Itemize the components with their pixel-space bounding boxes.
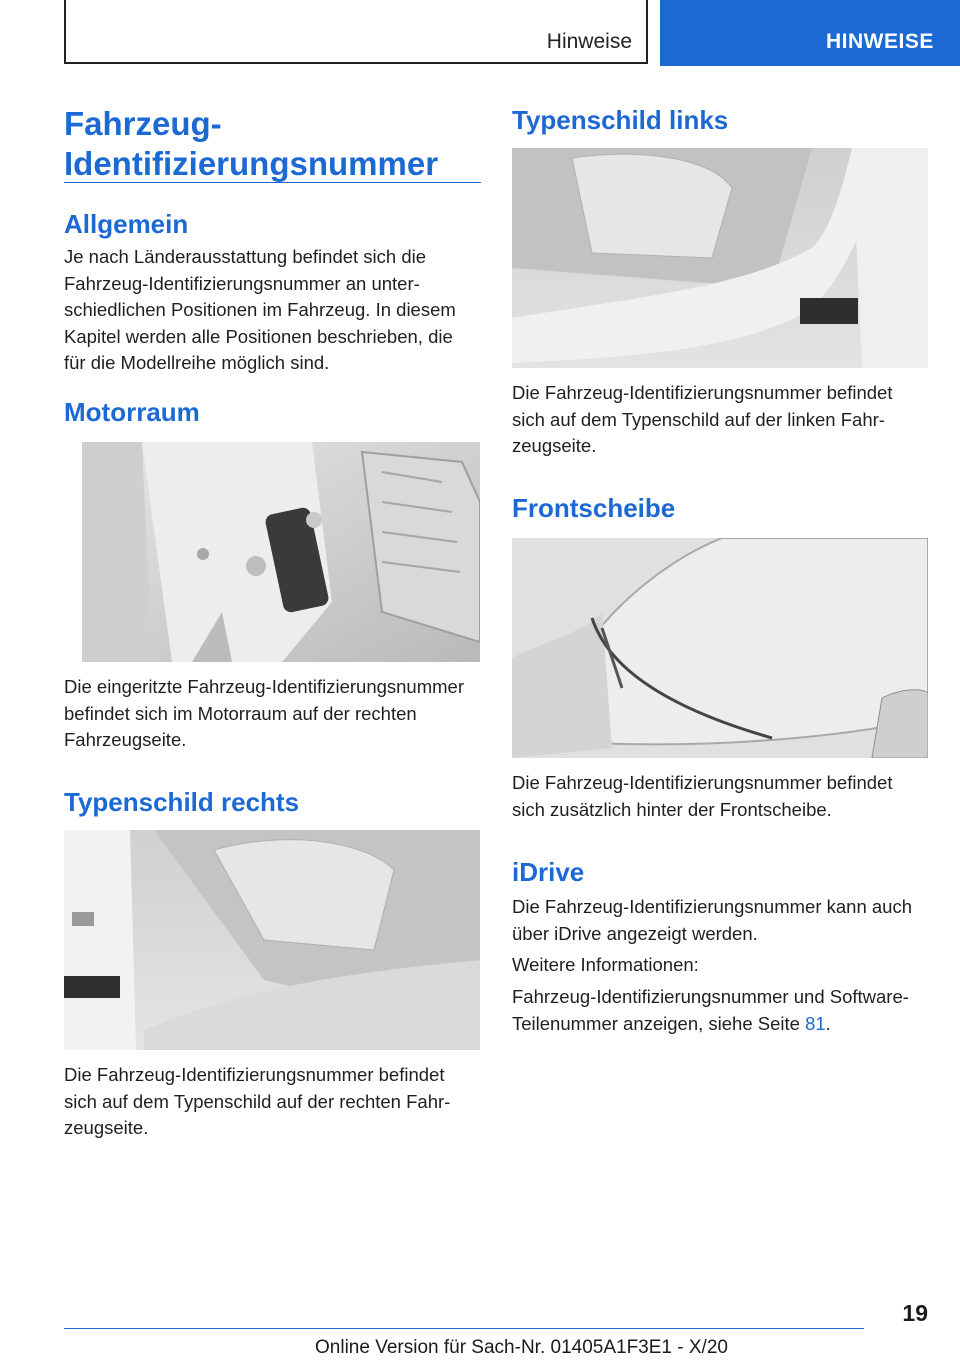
paragraph-frontscheibe <box>512 770 892 823</box>
text-line: über iDrive angezeigt werden. <box>512 922 758 944</box>
text-line: sich auf dem Typenschild auf der linken Fahr‐ <box>512 408 885 430</box>
text-line: befindet sich im Motorraum auf der rechten <box>64 702 417 724</box>
paragraph-weitere-info: Weitere Informationen: <box>512 954 699 975</box>
page-number: 19 <box>902 1300 928 1326</box>
header-section-box <box>64 0 648 64</box>
heading-motorraum: Motorraum <box>64 397 200 427</box>
heading-idrive: iDrive <box>512 857 585 887</box>
paragraph-allgemein <box>64 244 456 377</box>
header-chapter-tab[interactable] <box>660 0 960 66</box>
text-line: Fahrzeug-Identifizierungsnummer an unter‐ <box>64 272 420 294</box>
page-title <box>64 104 438 184</box>
heading-frontscheibe: Frontscheibe <box>512 493 676 523</box>
text-line: Die Fahrzeug-Identifizierungsnummer befindet <box>512 772 893 793</box>
text-line: . <box>825 1012 831 1034</box>
header-chapter-label: HINWEISE <box>826 30 934 53</box>
paragraph-typenschild-links <box>512 380 892 460</box>
text-line: Die Fahrzeug-Identifizierungsnummer befindet <box>512 382 893 403</box>
frontscheibe-image <box>512 538 928 758</box>
text-line: Fahrzeugseite. <box>64 729 187 750</box>
heading-typenschild-links: Typenschild links <box>512 105 729 135</box>
typenschild-rechts-image <box>64 830 480 1050</box>
text-line: zeugseite. <box>512 435 597 456</box>
title-rule <box>64 182 481 183</box>
footer-online-version: Online Version für Sach-Nr. 01405A1F3E1 - X/20 <box>315 1337 728 1358</box>
page-link[interactable]: 81 <box>805 1012 826 1034</box>
text-line: Die Fahrzeug-Identifizierungsnummer befindet <box>64 1064 445 1085</box>
paragraph-motorraum <box>64 674 464 754</box>
text-line: Je nach Länderausstattung befindet sich die <box>64 246 427 267</box>
heading-typenschild-rechts: Typenschild rechts <box>64 787 300 817</box>
typenschild-links-image <box>512 148 928 368</box>
text-line: für die Modellreihe möglich sind. <box>64 352 330 373</box>
text-line: Die eingeritzte Fahrzeug-Identifizierungsnummer <box>64 676 464 697</box>
page-title-line2: Identifizierungsnummer <box>64 145 439 182</box>
paragraph-idrive <box>512 894 912 947</box>
heading-allgemein: Allgemein <box>64 209 189 239</box>
paragraph-typenschild-rechts <box>64 1062 450 1142</box>
header-section-label: Hinweise <box>546 30 632 53</box>
text-line: Fahrzeug-Identifizierungsnummer und Software‐ <box>512 986 909 1007</box>
paragraph-reference <box>512 984 909 1037</box>
text-line: zeugseite. <box>64 1117 149 1138</box>
text-line: schiedlichen Positionen im Fahrzeug. In diesem <box>64 299 456 320</box>
text-line: Die Fahrzeug-Identifizierungsnummer kann auch <box>512 896 913 917</box>
text-line: sich zusätzlich hinter der Frontscheibe. <box>512 798 832 820</box>
text-line: Teilenummer anzeigen, siehe Seite <box>512 1012 806 1034</box>
text-line: Kapitel werden alle Positionen beschrieben, die <box>64 325 453 347</box>
text-line: sich auf dem Typenschild auf der rechten Fahr‐ <box>64 1090 451 1112</box>
motorraum-image <box>82 442 480 662</box>
page-title-line1: Fahrzeug- <box>64 105 222 142</box>
footer-rule <box>64 1328 864 1329</box>
